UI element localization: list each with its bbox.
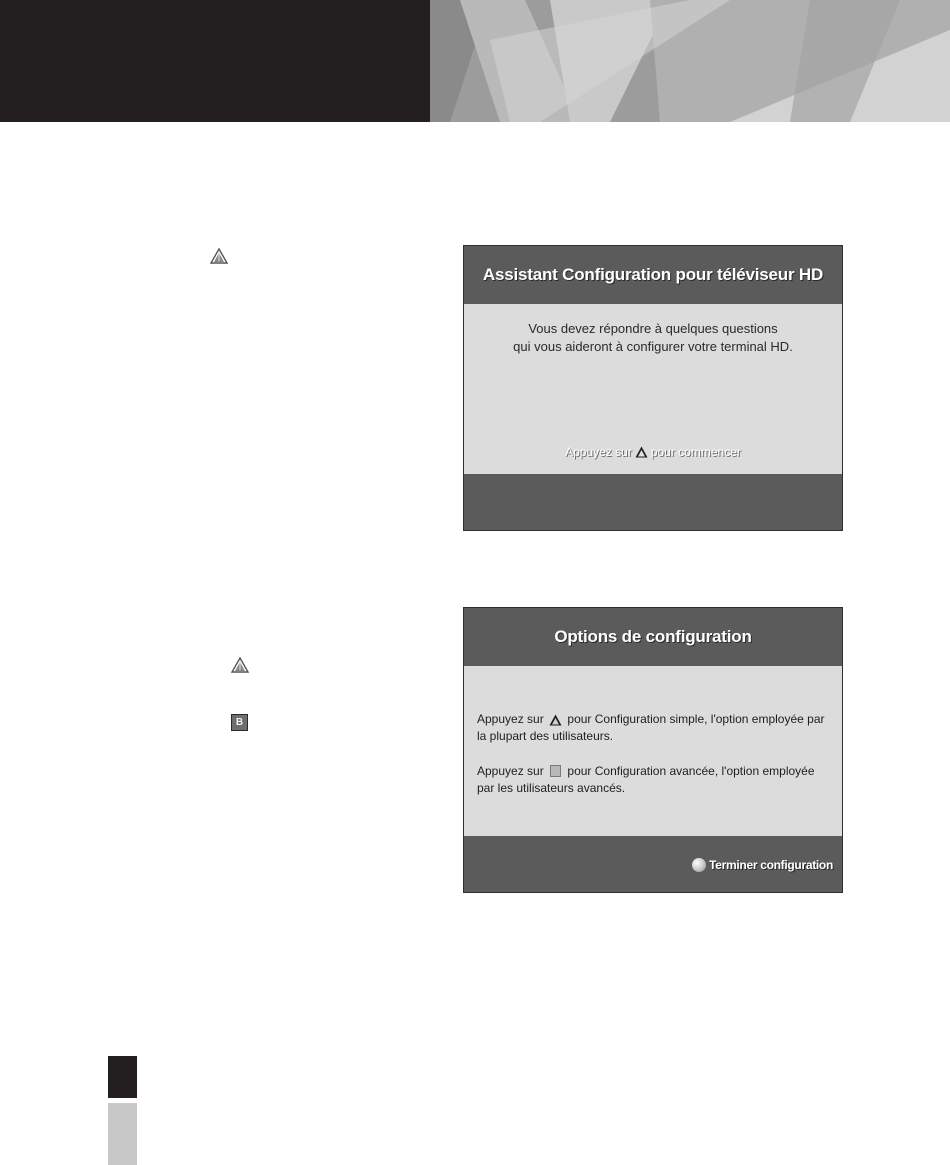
option-text-after: pour Configuration simple, l'option employée par la plupart des utilisateurs.	[477, 712, 825, 743]
start-prompt	[464, 445, 842, 459]
screen-title: Assistant Configuration pour téléviseur HD	[482, 265, 824, 284]
finish-config-hint	[692, 858, 833, 872]
tv-screen-setup-wizard	[463, 245, 843, 531]
header-dark-panel	[0, 0, 430, 122]
a-triangle-button-icon	[635, 446, 648, 458]
b-square-button-icon	[550, 765, 561, 777]
finish-config-label: Terminer configuration	[709, 858, 833, 872]
header-decorative-image	[430, 0, 950, 122]
screen-footer-bar	[464, 836, 842, 892]
option-text-before: Appuyez sur	[477, 764, 544, 778]
page-tab-light	[108, 1103, 137, 1165]
screen-footer-bar	[464, 474, 842, 530]
body-line-1: Vous devez répondre à quelques questions	[528, 321, 778, 336]
body-line-2: qui vous aideront à configurer votre terminal HD.	[513, 339, 793, 354]
tv-screen-config-options	[463, 607, 843, 893]
screen-title: Options de configuration	[554, 627, 752, 646]
page-tab-dark	[108, 1056, 137, 1098]
screen-title-bar	[464, 608, 842, 666]
advanced-config-option	[477, 763, 834, 797]
a-triangle-button-icon	[549, 714, 562, 726]
a-triangle-button-icon	[210, 248, 228, 264]
option-text-after: pour Configuration avancée, l'option employée par les utilisateurs avancés.	[477, 764, 815, 795]
option-text-before: Appuyez sur	[477, 712, 544, 726]
screen-title-bar	[464, 246, 842, 304]
prompt-text-before: Appuyez sur	[565, 445, 632, 459]
screen-body-text	[464, 320, 842, 356]
a-triangle-button-icon	[231, 657, 249, 673]
round-button-icon	[692, 858, 706, 872]
b-square-button-icon: B	[231, 714, 248, 731]
simple-config-option	[477, 711, 834, 745]
prompt-text-after: pour commencer	[650, 445, 741, 459]
